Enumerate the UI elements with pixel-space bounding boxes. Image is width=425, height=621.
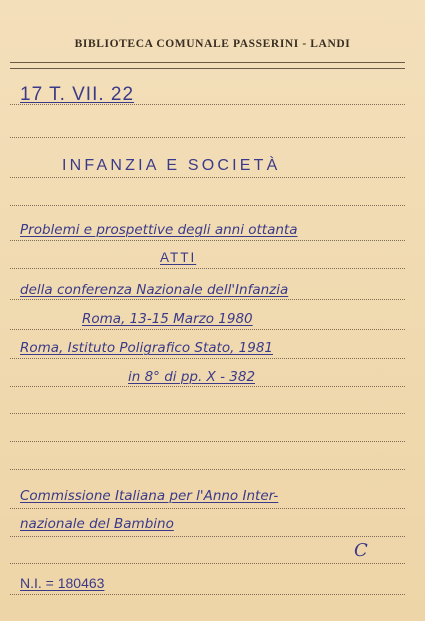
ruled-line (10, 441, 405, 442)
ruled-line (10, 508, 405, 509)
library-header: BIBLIOTECA COMUNALE PASSERINI - LANDI (74, 38, 351, 50)
ruled-line (10, 177, 405, 178)
commission-line: Commissione Italiana per l'Anno Inter- (20, 488, 279, 504)
ruled-line (10, 268, 405, 269)
ruled-line (10, 563, 405, 564)
ruled-line (10, 329, 405, 330)
ruled-line (10, 536, 405, 537)
header-double-rule (10, 62, 405, 69)
ruled-line (10, 358, 405, 359)
ruled-line (10, 240, 405, 241)
ruled-line (10, 137, 405, 138)
ruled-line (10, 104, 405, 105)
publisher-line: Roma, Istituto Poligrafico Stato, 1981 (20, 340, 274, 356)
card-title: INFANZIA E SOCIETÀ (62, 157, 281, 174)
ruled-line (10, 386, 405, 387)
conference-line: della conferenza Nazionale dell'Infanzia (20, 282, 289, 298)
shelfmark: 17 T. VII. 22 (20, 84, 135, 105)
date-line: Roma, 13-15 Marzo 1980 (82, 311, 253, 327)
format-line: in 8° di pp. X - 382 (128, 369, 256, 385)
atti-heading: ATTI (160, 250, 197, 265)
inventory-number: N.I. = 180463 (20, 575, 105, 591)
commission-line-cont: nazionale del Bambino (20, 516, 174, 532)
ruled-line (10, 413, 405, 414)
ruled-line (10, 469, 405, 470)
subtitle-line: Problemi e prospettive degli anni ottanta (20, 222, 298, 238)
ruled-line (10, 594, 405, 595)
catalog-mark: C (354, 540, 368, 561)
ruled-line (10, 205, 405, 206)
ruled-line (10, 299, 405, 300)
